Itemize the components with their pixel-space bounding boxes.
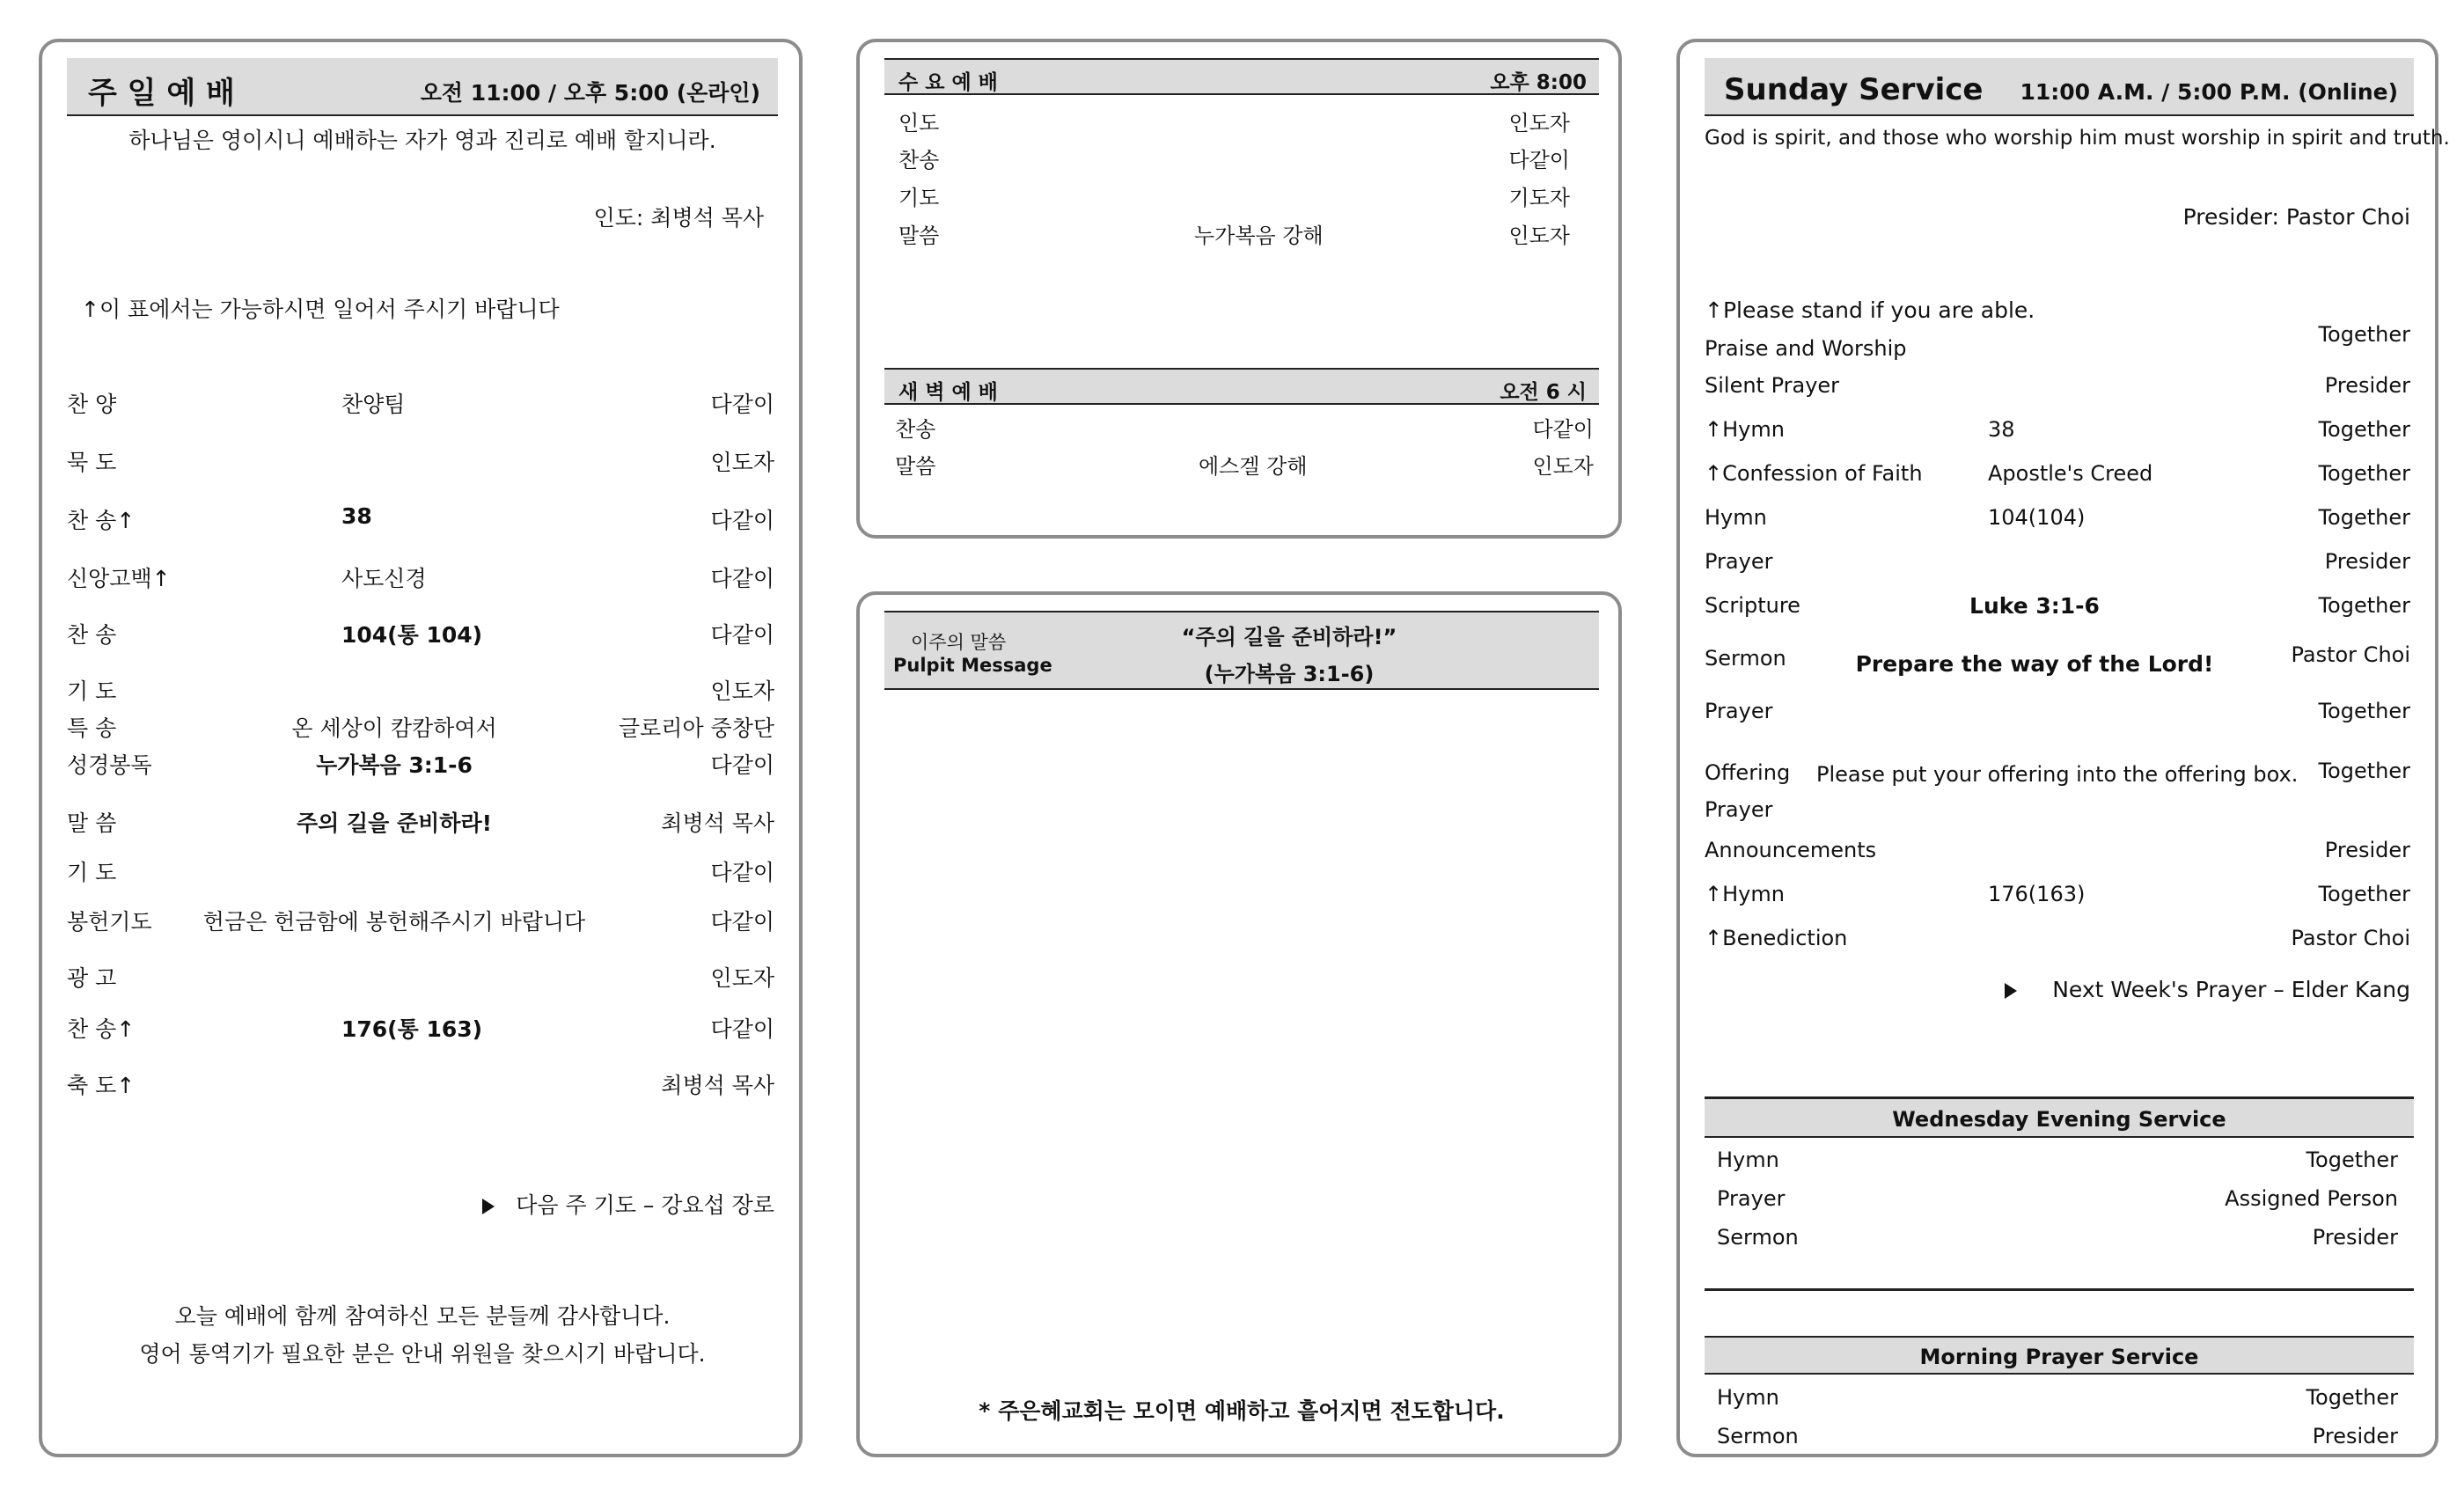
korean-wednesday-row-leader: 기도자 [1508,186,1570,210]
english-sunday-presider: Presider: Pastor Choi [2182,204,2410,230]
korean-order-row [42,387,799,419]
english-order-row [1680,322,2435,368]
english-order-row [1680,760,2435,792]
korean-order-row [42,503,799,535]
english-order-row [1680,797,2435,829]
english-wednesday-title: Wednesday Evening Service [1892,1107,2226,1132]
korean-order-row-label: 찬 송 [67,622,117,648]
korean-order-row-leader: 다같이 [710,752,774,778]
korean-order-row [42,618,799,649]
korean-weekday-panel [856,39,1622,539]
play-arrow-icon [2005,983,2017,999]
english-order-row [1680,882,2435,913]
english-wednesday-row [1680,1186,2435,1218]
korean-order-row-label: 묵 도 [67,450,117,475]
korean-order-row-label: 축 도↑ [67,1073,136,1098]
korean-order-row-leader: 다같이 [710,566,774,591]
english-order-row [1680,373,2435,405]
korean-wednesday-row-label: 인도 [898,111,940,136]
english-order-row-detail: Please put your offering into the offering box. [1816,762,2299,787]
pulpit-panel [856,591,1622,1457]
english-order-row-leader: Pastor Choi [2291,926,2410,950]
korean-order-row-label: 찬 양 [67,392,117,417]
korean-order-row-leader: 다같이 [710,622,774,648]
english-order-row [1680,417,2435,449]
korean-order-row-detail: 찬양팀 [341,392,406,417]
korean-order-row-leader: 최병석 목사 [661,810,774,836]
korean-order-row-label: 신앙고백↑ [67,566,171,591]
korean-sunday-stand-note: ↑이 표에서는 가능하시면 일어서 주시기 바랍니다 [81,297,560,322]
korean-wednesday-time: 오후 8:00 [1490,71,1587,94]
korean-dawn-title: 새 벽 예 배 [898,381,998,404]
korean-dawn-row-label: 찬송 [895,417,936,442]
english-order-row [1680,838,2435,869]
english-wednesday-row [1680,1148,2435,1179]
play-arrow-icon [482,1199,495,1214]
english-order-row-label: Hymn [1705,505,1767,530]
pulpit-sermon-title: “주의 길을 준비하라!” [1181,625,1397,649]
korean-order-row-detail: 온 세상이 캄캄하여서 [291,715,497,741]
english-morning-header [1705,1336,2414,1375]
pulpit-label-english: Pulpit Message [893,655,1052,676]
english-sunday-title: Sunday Service [1724,72,1984,107]
korean-wednesday-row-label: 찬송 [898,148,940,172]
korean-wednesday-row [860,106,1618,137]
english-sunday-header [1705,58,2414,116]
english-order-row-leader: Together [2318,505,2410,530]
korean-dawn-row-label: 말씀 [895,454,936,479]
english-order-row-label: Sermon [1705,646,1786,671]
korean-order-row [42,905,799,936]
korean-order-row-leader: 인도자 [710,450,774,475]
pulpit-label-korean: 이주의 말씀 [911,632,1007,653]
korean-order-row-leader: 다같이 [710,1016,774,1042]
korean-order-row-detail: 104(통 104) [341,622,483,648]
english-order-row-label: ↑Benediction [1705,926,1848,950]
korean-sunday-thanks-1: 오늘 예배에 함께 참여하신 모든 분들께 감사합니다. [174,1303,671,1329]
english-sunday-next-prayer [2005,977,2410,1002]
korean-dawn-row [860,449,1618,480]
english-order-row-label: Prayer [1705,699,1773,723]
korean-wednesday-row-leader: 인도자 [1508,224,1570,248]
english-order-row-detail: 38 [1988,417,2015,442]
english-order-row-leader: Together [2318,322,2410,347]
korean-order-row [42,711,799,743]
english-order-row-label: Silent Prayer [1705,373,1840,398]
english-order-row [1680,642,2435,678]
english-order-row-detail: 104(104) [1988,505,2086,530]
english-order-row-detail: 176(163) [1988,882,2086,906]
english-order-row-leader: Together [2318,417,2410,442]
english-order-row-leader: Together [2318,593,2410,618]
church-motto: * 주은혜교회는 모이면 예배하고 흩어지면 전도합니다. [979,1398,1505,1424]
english-panel [1676,39,2450,1457]
english-order-row-label: ↑Hymn [1705,882,1785,906]
english-wednesday-row-label: Sermon [1717,1225,1799,1250]
english-order-row-leader: Together [2318,759,2410,783]
korean-order-row-label: 기 도 [67,678,117,704]
english-order-row [1680,505,2435,537]
korean-order-row-detail: 주의 길을 준비하라! [296,810,492,836]
korean-sunday-title: 주 일 예 배 [88,76,235,111]
english-order-row-label: Scripture [1705,593,1800,618]
korean-sunday-thanks-2: 영어 통역기가 필요한 분은 안내 위원을 찾으시기 바랍니다. [139,1341,706,1367]
korean-wednesday-row-detail: 누가복음 강해 [1194,224,1324,248]
english-order-row-leader: Presider [2324,549,2410,574]
english-order-row-label: Announcements [1705,838,1877,862]
korean-order-row [42,1068,799,1100]
korean-order-row [42,674,799,706]
korean-order-row-detail: 헌금은 헌금함에 봉헌해주시기 바랍니다 [202,909,586,935]
english-order-row-leader: Together [2318,699,2410,723]
korean-order-row [42,1012,799,1044]
english-order-row-label: Praise and Worship [1705,336,1907,361]
english-order-row-leader: Presider [2324,838,2410,862]
english-order-row-label: Prayer [1705,797,1773,822]
korean-dawn-row-detail: 에스겔 강해 [1199,454,1308,479]
korean-wednesday-row-leader: 다같이 [1508,148,1570,172]
korean-wednesday-title: 수 요 예 배 [898,71,998,94]
korean-order-row [42,855,799,887]
korean-sunday-next-prayer-text: 다음 주 기도 – 강요섭 장로 [516,1192,774,1218]
korean-order-row-label: 성경봉독 [67,752,152,778]
korean-dawn-header [884,368,1599,405]
english-sunday-next-prayer-text: Next Week's Prayer – Elder Kang [2052,977,2410,1002]
korean-order-row-label: 특 송 [67,715,117,741]
english-order-row-leader: Together [2318,882,2410,906]
korean-order-row-leader: 인도자 [710,678,774,704]
korean-sunday-panel [39,39,803,1457]
english-order-row-detail: Prepare the way of the Lord! [1855,651,2214,677]
korean-order-row-leader: 다같이 [710,860,774,885]
korean-sunday-verse: 하나님은 영이시니 예배하는 자가 영과 진리로 예배 할지니라. [128,128,716,153]
english-wednesday-row-leader: Assigned Person [2225,1186,2398,1211]
korean-order-row [42,806,799,838]
english-order-row [1680,549,2435,581]
korean-sunday-presider: 인도: 최병석 목사 [593,205,764,231]
english-morning-row [1680,1385,2435,1417]
korean-order-row [42,748,799,780]
korean-wednesday-row [860,143,1618,174]
english-morning-row-leader: Together [2306,1385,2398,1410]
english-wednesday-row-label: Hymn [1717,1148,1779,1172]
english-order-row-leader: Pastor Choi [2291,642,2410,667]
english-order-row [1680,926,2435,957]
korean-wednesday-row-leader: 인도자 [1508,111,1570,136]
korean-order-row-label: 봉헌기도 [67,909,152,935]
korean-wednesday-row-label: 기도 [898,186,940,210]
korean-wednesday-row-label: 말씀 [898,224,940,248]
english-order-row-detail: Apostle's Creed [1988,461,2153,486]
pulpit-header [884,611,1599,690]
english-sunday-stand-note: ↑Please stand if you are able. [1705,297,2035,323]
english-order-row-label: ↑Confession of Faith [1705,461,1923,486]
korean-order-row-leader: 다같이 [710,508,774,533]
english-order-row-label: ↑Hymn [1705,417,1785,442]
korean-wednesday-row [860,218,1618,250]
english-order-row-label: Prayer [1705,549,1773,574]
english-order-row [1680,699,2435,730]
korean-sunday-next-prayer [482,1188,774,1220]
english-order-row-detail: Luke 3:1-6 [1969,593,2100,619]
english-morning-row-label: Hymn [1717,1385,1779,1410]
korean-dawn-row-leader: 다같이 [1532,417,1594,442]
english-sunday-verse: God is spirit, and those who worship him must worship in spirit and truth. [1705,127,2450,150]
english-morning-row-label: Sermon [1717,1424,1799,1448]
korean-order-row-label: 찬 송↑ [67,508,136,533]
english-order-row [1680,593,2435,625]
english-order-row-label: Offering [1705,760,1791,785]
english-morning-title: Morning Prayer Service [1919,1345,2199,1369]
korean-order-row-detail: 사도신경 [341,566,427,591]
korean-order-row-label: 기 도 [67,860,117,885]
english-wednesday-row-label: Prayer [1717,1186,1786,1211]
english-order-row [1680,461,2435,493]
korean-order-row-detail: 누가복음 3:1-6 [316,752,473,778]
korean-wednesday-row [860,180,1618,212]
korean-order-row-detail: 176(통 163) [341,1016,483,1042]
english-wednesday-header [1705,1099,2414,1138]
english-sunday-time: 11:00 A.M. / 5:00 P.M. (Online) [2020,79,2398,105]
korean-order-row [42,445,799,477]
korean-order-row [42,961,799,993]
english-wednesday-row [1680,1225,2435,1257]
korean-order-row [42,561,799,593]
korean-order-row-leader: 다같이 [710,909,774,935]
korean-wednesday-header [884,58,1599,95]
korean-sunday-header [67,58,778,116]
korean-order-row-label: 찬 송↑ [67,1016,136,1042]
korean-dawn-row [860,412,1618,444]
korean-order-row-label: 말 씀 [67,810,117,836]
english-morning-row-leader: Presider [2312,1424,2398,1448]
korean-sunday-time: 오전 11:00 / 오후 5:00 (온라인) [420,80,760,106]
korean-order-row-leader: 글로리아 중창단 [619,715,774,741]
english-order-row-leader: Presider [2324,373,2410,398]
english-morning-row [1680,1424,2435,1456]
korean-dawn-row-leader: 인도자 [1532,454,1594,479]
korean-order-row-detail: 38 [341,503,372,529]
english-wednesday-row-leader: Together [2306,1148,2398,1172]
pulpit-sermon-reference: (누가복음 3:1-6) [1204,662,1375,686]
korean-order-row-leader: 인도자 [710,965,774,991]
korean-order-row-leader: 최병석 목사 [661,1073,774,1098]
english-order-row-leader: Together [2318,461,2410,486]
korean-order-row-leader: 다같이 [710,392,774,417]
korean-dawn-time: 오전 6 시 [1500,381,1587,404]
english-wednesday-bottom-rule [1705,1288,2414,1291]
english-wednesday-row-leader: Presider [2312,1225,2398,1250]
korean-order-row-label: 광 고 [67,965,117,991]
